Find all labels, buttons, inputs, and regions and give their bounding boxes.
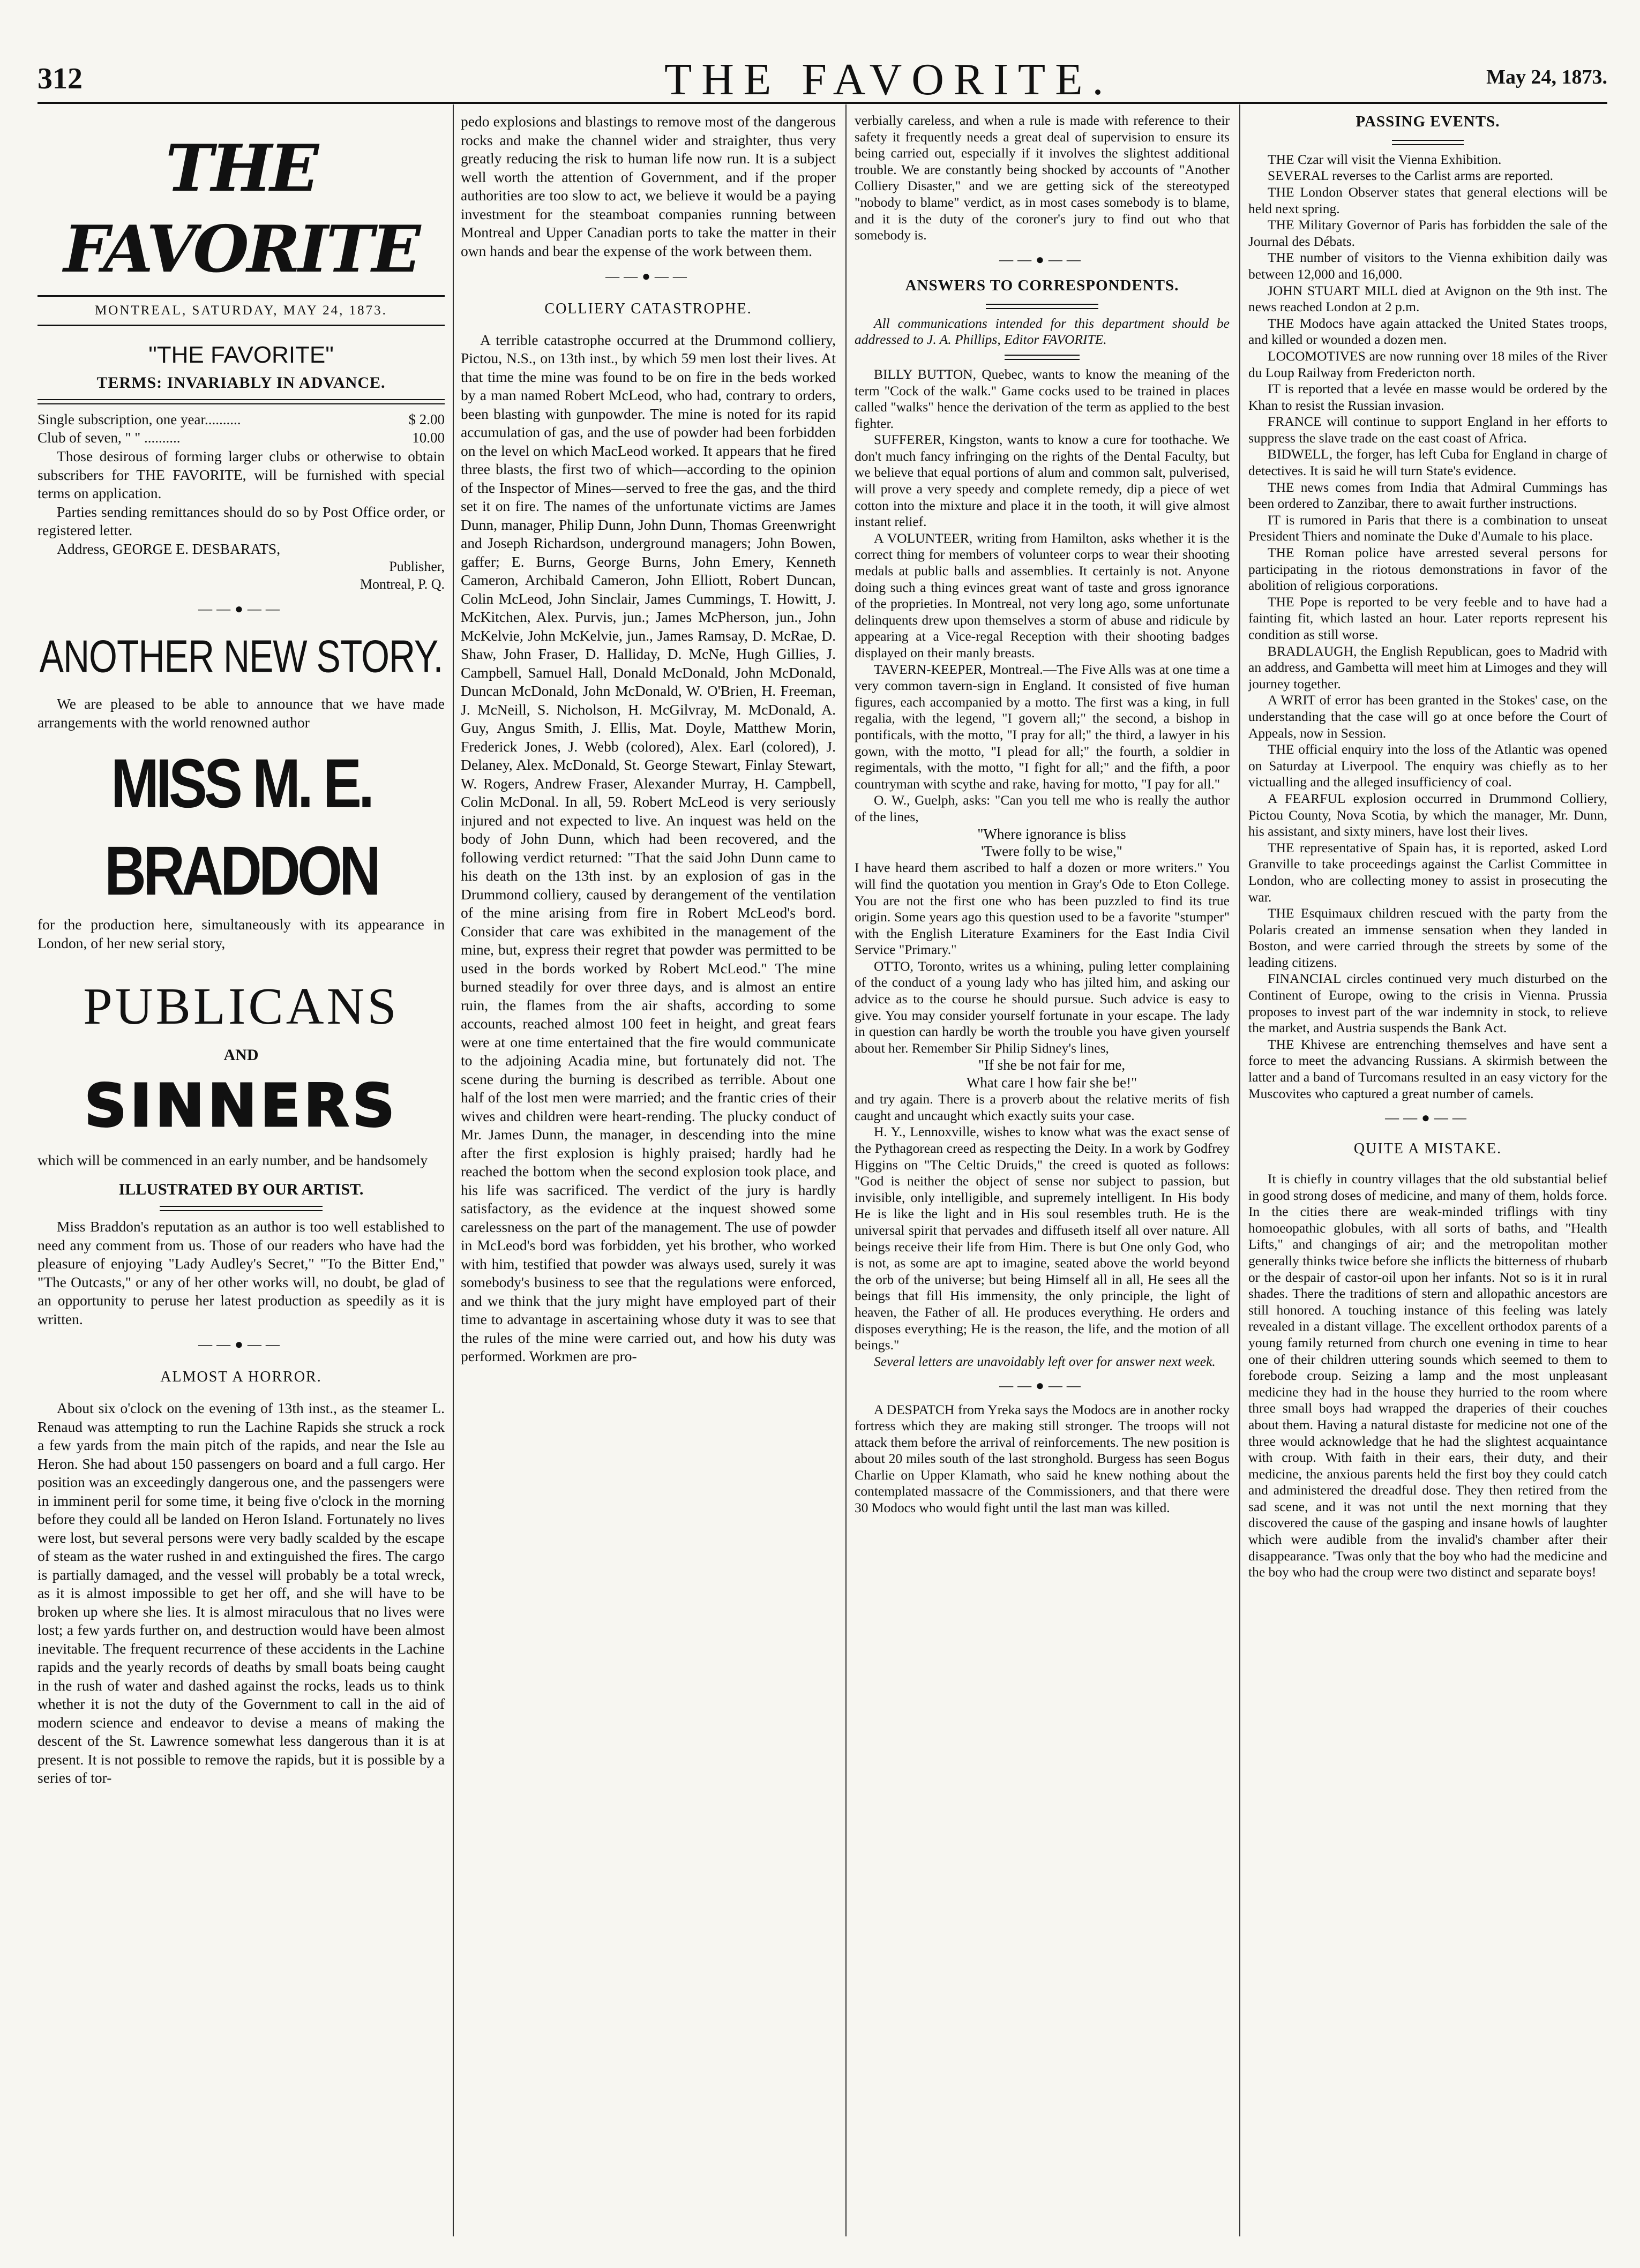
announcement-paragraph: which will be commenced in an early number, and be handsomely (38, 1152, 428, 1169)
illustrated-heading: ILLUSTRATED BY OUR ARTIST. (118, 1180, 364, 1198)
almost-a-horror-heading: ALMOST A HORROR. (160, 1368, 322, 1385)
event-item: SEVERAL reverses to the Carlist arms are reported. (1268, 168, 1553, 184)
passing-events-heading: PASSING EVENTS. (1356, 113, 1500, 130)
ornament-divider: ——●—— (198, 601, 284, 617)
favorite-heading: "THE FAVORITE" (148, 341, 334, 368)
answer-item: BILLY BUTTON, Quebec, wants to know the meaning of the term "Cock of the walk." Game cocks used to be trained in places called "walks" hence the derivation of the term as applied to the best fighter. (855, 366, 1230, 431)
colliery-paragraph: A terrible catastrophe occurred at the Drummond colliery, Pictou, N.S., on 13th inst., by which 59 men lost their lives. At that time the mine was found to be on fire in the beds worked by a man named Robert McLeod, who had, contrary to orders, been blasting with gunpowder. The mine is noted for its rapid accumulation of gas, and the use of powder had been forbidden on the level on which MacLeod worked. It appears that he fired three blasts, the first two of which—according to the opinion of the Inspector of Mines—served to free the gas, and the third set it on fire. The names of the unfortunate victims are James Dunn, manager, Philip Dunn, John Dunn, Thomas Greenwright and Joseph Richardson, underground managers; John Bowen, gaffer; E. Burns, George Burns, John Emery, Kenneth Cameron, Archibald Cameron, John Elliott, Robert Duncan, Colin McLeod, John Sinclair, James Cummings, T. Howitt, J. McKitchen, Alex. Purvis, jun.; James McPherson, jun., John McKelvie, John McKelvie, jun., James Ramsay, D. McRae, D. Shaw, John Fraser, D. Halliday, D. McNe, Hugh Gillies, J. Campbell, Samuel Hall, Donald McDonald, John McDonald, Duncan McDonald, John McDonald, W. O'Brien, H. Freeman, J. McNeill, S. Nicholson, H. McGilvray, M. McDonald, A. Guy, Angus Smith, J. Ellis, Mat. Doyle, Matthew Morin, Frederick Jones, J. Webb (colored), Alex. Earl (colored), J. Delaney, Alex. McDonald, St. George Stewart, Finlay Stewart, W. Rogers, Andrew Fraser, Alexander Murray, H. Campbell, Colin McDonal. In all, 59. Robert McLeod is very seriously injured and not expected to live. An inquest was held on the body of John Dunn, which had been recovered, and the following verdict returned: "That the said John Dunn came to his death on the 13th inst. by an explosion of gas in the Drummond colliery, caused by derangement of the ventilation of the mine arising from fire in Robert McLeod's bord. Consider that care was exhibited in the management of the mine, but, express their regret that powder was permitted to be used in the bords worked by Robert McLeod." The mine burned steadily for over three days, and is almost an entire ruin, the flames from the air shafts, according to some accounts, reached almost 100 feet in height, and great fears were at one time entertained that the fire would communicate to the adjoining Acadia mine, but fortunately did not. The scene during the burning is described as terrible. About one half of the lost men were married; and the frantic cries of their wives and children were heart-rending. The plucky conduct of Mr. James Dunn, the manager, in descending into the mine after the first explosion is highly praised; hardly had he reached the bottom when the second explosion took place, and his life was sacrificed. The verdict of the jury is hardly satisfactory, as the evidence at the inquest showed some carelessness on the part of the management. The use of powder in McLeod's bord was forbidden, yet his brother, who worked with him, testified that powder was always used, surely it was somebody's business to see that the regulations were enforced, and we think that the jury might have employed part of their time to advantage in ascertaining whose duty it was to see that the rules of the mine were carried out, and how his duty was performed. Workmen are pro- (461, 331, 836, 1365)
author-name: MISS M. E. BRADDON (104, 744, 378, 910)
running-title: THE FAVORITE. (664, 55, 1113, 104)
column-4 (1248, 112, 1607, 1581)
answer-item: OTTO, Toronto, writes us a whining, puling letter complaining of the conduct of a young lady who has jilted him, and asking our advice as to the course he should pursue. Such advice is easy to give. You may consider yourself fortunate in your escape. The lady in question can hardly be worth the trouble you have given yourself about her. Remember Sir Philip Sidney's lines, (855, 958, 1230, 1056)
answers-heading: ANSWERS TO CORRESPONDENTS. (905, 276, 1179, 294)
event-item: LOCOMOTIVES are now running over 18 miles of the River du Loup Railway from Fredericton north. (1248, 348, 1607, 380)
colliery-continued: verbially careless, and when a rule is made with reference to their safety it frequently needs a great deal of supervision to ensure its being carried out, especially if it involves the slightest additional trouble. We are constantly being shocked by accounts of "Another Colliery Disaster," and we are getting sick of the stereotyped "nobody to blame" verdict, as in most cases somebody is to blame, and it is the duty of the coroner's jury to find out who that somebody is. (855, 112, 1230, 243)
answer-item: SUFFERER, Kingston, wants to know a cure for toothache. We don't much fancy infringing on the rights of the Dental Faculty, but we believe that equal portions of alum and common salt, pulverised, will prove a very speedy and complete remedy, dip a piece of wet cotton into the mixture and place it in the tooth, it will give almost instant relief. (855, 432, 1230, 530)
event-item: JOHN STUART MILL died at Avignon on the 9th inst. The news reached London at 2 p.m. (1248, 282, 1607, 315)
page-number: 312 (38, 62, 83, 95)
verse-line: "Where ignorance is bliss (977, 825, 1126, 842)
answers-footnote: Several letters are unavoidably left over for answer next week. (874, 1353, 1216, 1369)
answers-note: All communications intended for this department should be addressed to J. A. Phillips, Editor FAVORITE. (855, 315, 1230, 348)
colliery-heading: COLLIERY CATASTROPHE. (544, 300, 752, 317)
column-rule (845, 104, 847, 2236)
column-rule (453, 104, 454, 2236)
announcement-paragraph: We are pleased to be able to announce that we have made arrangements with the world renowned author (38, 695, 445, 731)
ornament-divider: ——●—— (1385, 1110, 1471, 1126)
terms-paragraph: Parties sending remittances should do so by Post Office order, or registered letter. (38, 503, 445, 539)
braddon-paragraph: Miss Braddon's reputation as an author is too well established to need any comment from us. Those of our readers who have had the pleasure of enjoying "Lady Audley's Secret," "To the Bitter End," "The Outcasts," or any of her other works will, no doubt, be glad of an opportunity to peruse her latest production as speedily as it is written. (38, 1218, 445, 1327)
horror-paragraph: About six o'clock on the evening of 13th inst., as the steamer L. Renaud was attempting to run the Lachine Rapids she struck a rock a few yards from the main pitch of the rapids, and near the Isle au Heron. She had about 150 passengers on board and a full cargo. Her position was an exceedingly dangerous one, and the passengers were in imminent peril for some time, it being five o'clock in the morning before they could all be landed on Heron Island. Fortunately no lives were lost, but several persons were very badly scalded by the escape of steam as the water rushed in and extinguished the fires. The cargo is partially damaged, and the vessel will probably be a total wreck, as it is almost impossible to get her off, and she will have to be broken up where she lies. It is almost miraculous that no lives were lost; a few yards further on, and destruction would have been almost inevitable. The frequent recurrence of these accidents in the Lachine rapids and the yearly records of deaths by small boats being caught in the rush of water and dashed against the rocks, leads us to think whether it is not the duty of the Government to call in the aid of modern science and endeavor to devise a means of making the descent of the St. Lawrence somewhat less dangerous than it is at present. It is not possible to remove the rapids, but it is possible by a series of tor- (38, 1400, 445, 1786)
price-value: 10.00 (412, 430, 445, 446)
event-item: THE Military Governor of Paris has forbidden the sale of the Journal des Débats. (1248, 217, 1607, 249)
price-row (38, 411, 445, 429)
answer-item: O. W., Guelph, asks: "Can you tell me who is really the author of the lines, (855, 792, 1230, 824)
event-item: THE Roman police have arrested several persons for participating in the riotous demonstrations in favor of the abolition of religious corporations. (1248, 545, 1607, 594)
event-item: THE Esquimaux children rescued with the party from the Polaris created an immense sensation when they landed in Boston, and were carried through the streets by some of the leading citizens. (1248, 905, 1607, 970)
answer-item: and try again. There is a proverb about the relative merits of fish caught and uncaught which exactly suits your case. (855, 1091, 1230, 1123)
verse-line: "If she be not fair for me, (978, 1057, 1126, 1073)
event-item: THE Khivese are entrenching themselves and have sent a force to meet the advancing Russians. A skirmish between the latter and a band of Turcomans resulted in an easy victory for the Muscovites who captured a great number of camels. (1248, 1036, 1607, 1101)
terms-heading: TERMS: INVARIABLY IN ADVANCE. (96, 373, 386, 392)
event-item: THE London Observer states that general elections will be held next spring. (1248, 184, 1607, 216)
divider (986, 304, 1098, 309)
answer-item: I have heard them ascribed to half a dozen or more writers." You will find the quotation you mention in Gray's Ode to Eton College. You are not the first one who has been puzzled to find its true origin. Some years ago this question used to be a favorite "stumper" with the English Literature Examiners for the East India Civil Service "Primary." (855, 860, 1230, 958)
dateline: MONTREAL, SATURDAY, MAY 24, 1873. (38, 295, 445, 326)
divider (38, 399, 445, 404)
price-row (38, 429, 445, 447)
quite-a-mistake-heading: QUITE A MISTAKE. (1353, 1140, 1502, 1158)
answer-item: TAVERN-KEEPER, Montreal.—The Five Alls was at one time a very common tavern-sign in England. It consisted of five human figures, each accompanied by a motto. The first was a king, in full regalia, with the legend, "I govern all;" the second, a bishop in pontificals, with the motto, "I pray for all;" the third, a lawyer in his gown, with the motto, "I plead for all;" the fourth, a soldier in regimentals, with the motto, "I fight for all;" and the fifth, a poor countryman with scythe and rake, having for motto, "I pay for all." (855, 661, 1230, 792)
publisher-city: Montreal, P. Q. (360, 576, 445, 592)
modoc-despatch: A DESPATCH from Yreka says the Modocs are in another rocky fortress which they are making still stronger. The troops will not attack them before the arrival of reinforcements. The new position is about 20 miles south of the last stronghold. Burgess has seen Bogus Charlie on Upper Klamath, who said he knew nothing about the contemplated massacre of the Commissioners, and that there were 30 Modocs who would fight until the last man was killed. (855, 1401, 1230, 1516)
publisher-title: Publisher, (389, 559, 445, 575)
terms-paragraph: Those desirous of forming larger clubs or otherwise to obtain subscribers for THE FAVORITE, will be furnished with special terms on application. (38, 448, 445, 502)
address-line: Address, GEORGE E. DESBARATS, (57, 540, 281, 557)
price-value: $ 2.00 (408, 411, 445, 428)
another-story-heading: ANOTHER NEW STORY. (39, 631, 443, 682)
column-1 (38, 112, 445, 1788)
column-2 (461, 112, 836, 1366)
event-item: THE Pope is reported to be very feeble and to have had a fainting fit, which lasted an hour. Later reports represent his condition as still worse. (1248, 594, 1607, 643)
event-item: A FEARFUL explosion occurred in Drummond Colliery, Pictou County, Nova Scotia, by which the manager, Mr. Dunn, his assistant, and sixty miners, have lost their lives. (1248, 790, 1607, 839)
page-header (38, 32, 1607, 104)
event-item: THE representative of Spain has, it is reported, asked Lord Granville to take proceedings against the Carlist Committee in London, who are collecting money to assist in prosecuting the war. (1248, 839, 1607, 905)
price-label: Single subscription, one year.......... (38, 411, 241, 428)
event-item: IT is rumored in Paris that there is a combination to unseat President Thiers and nominate the Duke d'Aumale to his place. (1248, 512, 1607, 544)
story-title-and: AND (223, 1046, 259, 1064)
mistake-paragraph: It is chiefly in country villages that the old substantial belief in good strong doses of medicine, and many of them, holds force. In the cities there are weak-minded triflings with tiny homoeopathic globules, with all sorts of baths, and "Health Lifts," and changings of air; and the metropolitan mother generally thinks twice before she inflicts the bitterness of rhubarb or the despair of castor-oil upon her infants. Not so is it in rural shades. There the traditions of stern and allopathic ancestors are still honored. A touching instance of this feeling was lately revealed in a distant village. The excellent orthodox parents of a young family returned from church one evening in time to hear one of their children uttering sounds which seemed to them to forebode croup. Seizing a lamp and the most unpleasant medicine they had in the house they hurried to the room where three small boys had wrapped the draperies of their couches about them. Having a natural distaste for medicine not one of the three would acknowledge that he had the slightest acquaintance with croup. With faith in their ears, their duty, and their medicine, the anxious parents held the first boy they could catch and administered the dreadful dose. They then retired from the sad scene, and it was not until the next morning that they discovered the cause of the gasping and insane howls of laughter which were audible from the invalid's chamber after their disappearance. 'Twas only that the boy who had the medicine and the boy who had the croup were two distinct and separate boys! (1248, 1171, 1607, 1580)
event-item: IT is reported that a levée en masse would be ordered by the Khan to resist the Russian invasion. (1248, 381, 1607, 413)
event-item: THE news comes from India that Admiral Cummings has been ordered to Zanzibar, there to await further instructions. (1248, 479, 1607, 512)
header-date: May 24, 1873. (1486, 66, 1607, 88)
event-item: THE number of visitors to the Vienna exhibition daily was between 12,000 and 16,000. (1248, 250, 1607, 282)
ornament-divider: ——●—— (198, 1336, 284, 1353)
divider (160, 1206, 323, 1211)
answer-item: H. Y., Lennoxville, wishes to know what was the exact sense of the Pythagorean creed as respecting the Deity. In a work by Godfrey Higgins on "The Celtic Druids," the creed is quoted as follows: "God is neither the object of sense nor subject to passion, but invisible, only intelligible, and supremely intelligent. In His body He is like the light and in His soul resembles truth. He is the universal spirit that pervades and diffuseth itself all over nature. All beings receive their life from Him. There is but One only God, who is not, as some are apt to imagine, seated above the world beyond the orb of the universe; but being Himself all in all, He sees all the beings that fill His immensity, the only principle, the light of heaven, the Father of all. He produces everything. He orders and disposes everything; He is the reason, the life, and the motion of all beings." (855, 1124, 1230, 1353)
column-rule (1239, 104, 1240, 2236)
event-item: BIDWELL, the forger, has left Cuba for England in charge of detectives. It is said he will turn State's evidence. (1248, 446, 1607, 479)
divider (1392, 140, 1464, 145)
verse-line: What care I how fair she be!" (966, 1074, 1137, 1091)
event-item: THE official enquiry into the loss of the Atlantic was opened on Saturday at Liverpool. The enquiry was chiefly as to her victualling and the alleged insufficiency of coal. (1248, 741, 1607, 790)
story-title-publicans: PUBLICANS (83, 978, 399, 1036)
story-title-sinners: SINNERS (84, 1071, 398, 1140)
masthead: THE FAVORITE (63, 131, 419, 287)
horror-continued: pedo explosions and blastings to remove most of the dangerous rocks and make the channel wider and straighter, thus very greatly reducing the risk to human life now run. It is a subject well worth the attention of Government, and if the proper authorities are too slow to act, we believe it would be a paying investment for the steamboat companies running between Montreal and Upper Canadian ports to take the matter in their own hands and bear the expense of the work between them. (461, 113, 836, 259)
column-3 (855, 112, 1230, 1516)
divider (1005, 355, 1080, 360)
price-label: Club of seven, " " .......... (38, 430, 181, 446)
event-item: THE Modocs have again attacked the United States troops, and killed or wounded a dozen men. (1248, 315, 1607, 348)
event-item: FRANCE will continue to support England in her efforts to suppress the slave trade on the east coast of Africa. (1248, 414, 1607, 446)
event-item: A WRIT of error has been granted in the Stokes' case, on the understanding that the case will go at once before the Court of Appeals, now in Session. (1248, 692, 1607, 741)
ornament-divider: ——●—— (999, 1378, 1085, 1394)
event-item: THE Czar will visit the Vienna Exhibition. (1268, 151, 1502, 167)
ornament-divider: ——●—— (999, 251, 1085, 267)
event-item: FINANCIAL circles continued very much disturbed on the Continent of Europe, owing to the crisis in Vienna. Prussia proposes to invest part of the war indemnity in stock, to relieve the market, and Austria suspends the Bank Act. (1248, 971, 1607, 1036)
announcement-paragraph: for the production here, simultaneously with its appearance in London, of her new serial story, (38, 916, 445, 951)
ornament-divider: ——●—— (605, 268, 691, 284)
verse-line: 'Twere folly to be wise," (981, 843, 1122, 859)
answer-item: A VOLUNTEER, writing from Hamilton, asks whether it is the correct thing for members of volunteer corps to wear their shooting medals at public balls and assemblies. It certainly is not. Anyone doing such a thing evinces great want of taste and gross ignorance of the proprieties. In Montreal, not very long ago, some unfortunate delinquents drew upon themselves a storm of abuse and ridicule by appearing at a Vice-regal Reception with their shooting badges displayed on their manly breasts. (855, 530, 1230, 661)
event-item: BRADLAUGH, the English Republican, goes to Madrid with an address, and Gambetta will meet him at Limoges and they will journey together. (1248, 643, 1607, 692)
